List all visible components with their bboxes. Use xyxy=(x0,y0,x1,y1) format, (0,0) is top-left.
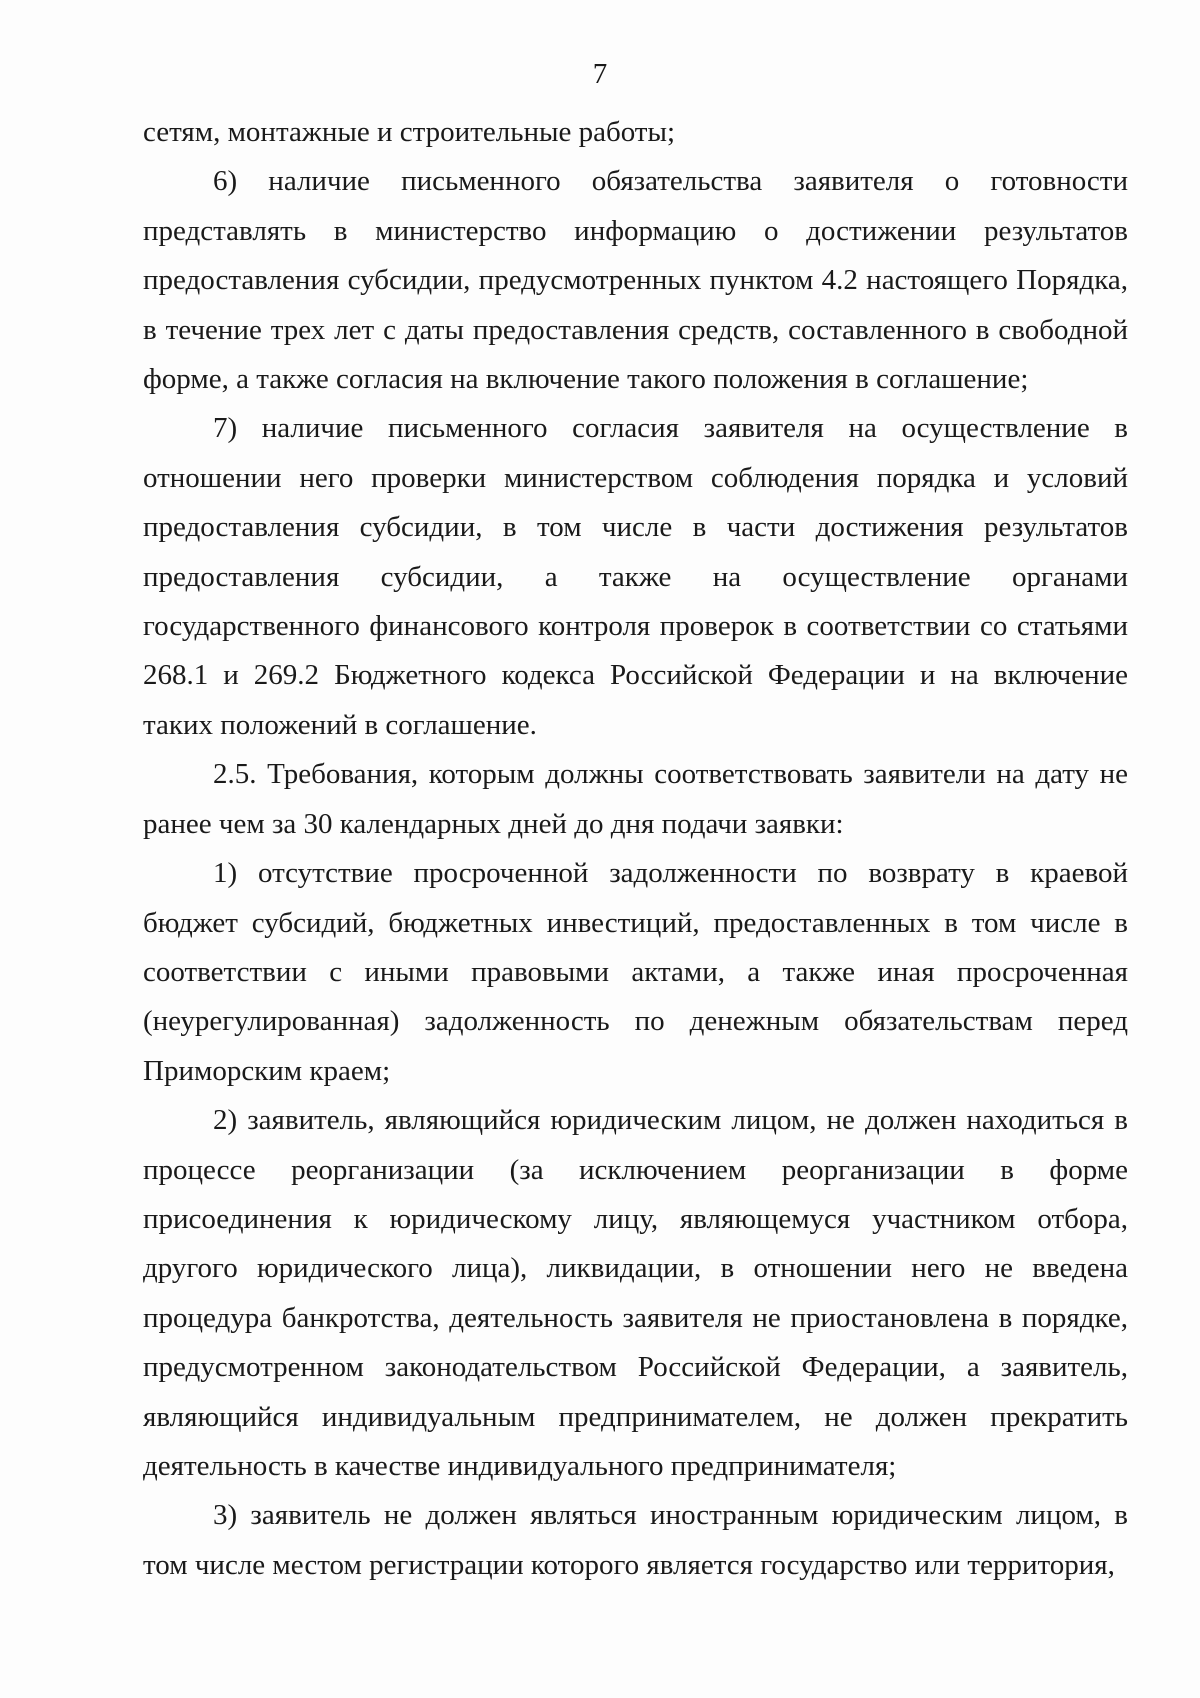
paragraph-continuation: сетям, монтажные и строительные работы; xyxy=(143,116,676,148)
paragraph-item-7: 7) наличие письменного согласия заявителя на осуществление в отношении него проверки министерством соблюдения порядка и условий предоставления субсидии, в том числе в части достижения результатов предоставления субсидии, а также на осуществление органами государственного финансового контроля проверок в соответствии со статьями 268.1 и 269.2 Бюджетного кодекса Российской Федерации и на включение таких положений в соглашение. xyxy=(143,412,1128,741)
paragraph-section-2-5: 2.5. Требования, которым должны соответствовать заявители на дату не ранее чем за 30 календарных дней до дня подачи заявки: xyxy=(143,758,1128,840)
paragraph-requirement-2: 2) заявитель, являющийся юридическим лицом, не должен находиться в процессе реорганизации (за исключением реорганизации в форме присоединения к юридическому лицу, являющемуся участником отбора, другого юридического лица), ликвидации, в отношении него не введена процедура банкротства, деятельность заявителя не приостановлена в порядке, предусмотренном законодательством Российской Федерации, а заявитель, являющийся индивидуальным предпринимателем, не должен прекратить деятельность в качестве индивидуального предпринимателя; xyxy=(143,1104,1128,1482)
paragraph-item-6: 6) наличие письменного обязательства заявителя о готовности представлять в министерство информацию о достижении результатов предоставления субсидии, предусмотренных пунктом 4.2 настоящего Порядка, в течение трех лет с даты предоставления средств, составленного в свободной форме, а также согласия на включение такого положения в соглашение; xyxy=(143,165,1128,396)
document-body xyxy=(143,108,1128,1590)
paragraph-requirement-1: 1) отсутствие просроченной задолженности по возврату в краевой бюджет субсидий, бюджетных инвестиций, предоставленных в том числе в соответствии с иными правовыми актами, а также иная просроченная (неурегулированная) задолженность по денежным обязательствам перед Приморским краем; xyxy=(143,857,1128,1087)
paragraph-requirement-3: 3) заявитель не должен являться иностранным юридическим лицом, в том числе местом регистрации которого является государство или территория, xyxy=(143,1499,1128,1581)
page-number: 7 xyxy=(592,58,608,90)
